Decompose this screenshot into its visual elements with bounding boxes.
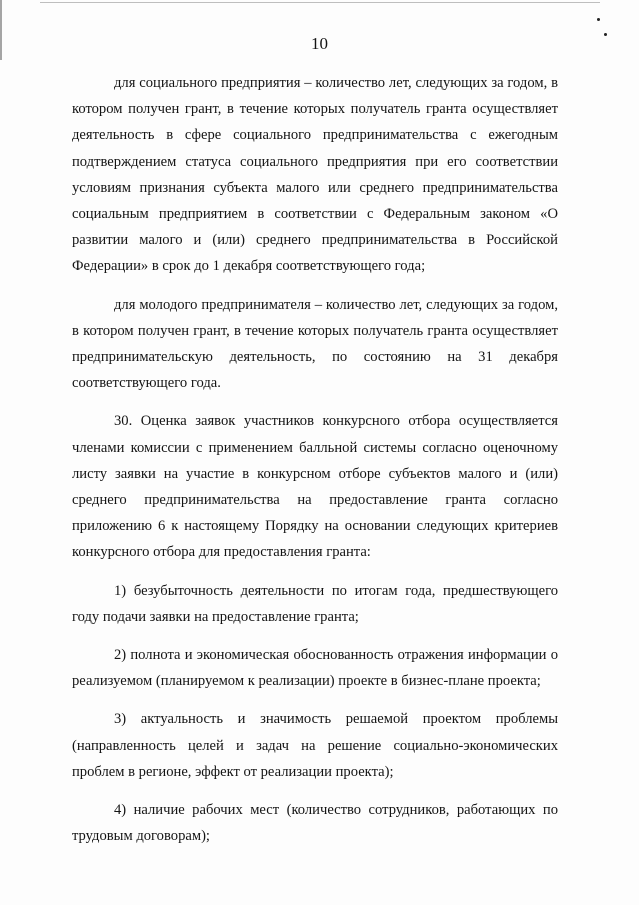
paragraph-young-entrepreneur: для молодого предпринимателя – количество лет, следующих за годом, в котором получен грант, в течение которых получатель гранта осуществляет предпринимательскую деятельность, по состоянию на 31 декабря соответствующего года. [72, 296, 558, 392]
scan-border-line [40, 2, 600, 3]
criterion-4: 4) наличие рабочих мест (количество сотрудников, работающих по трудовым договорам); [72, 802, 558, 845]
criterion-1: 1) безубыточность деятельности по итогам года, предшествующего году подачи заявки на предоставление гранта; [72, 582, 558, 625]
criterion-2: 2) полнота и экономическая обоснованность отражения информации о реализуемом (планируемом к реализации) проекте в бизнес-плане проекта; [72, 647, 558, 690]
paragraph-item-30: 30. Оценка заявок участников конкурсного отбора осуществляется членами комиссии с применением балльной системы согласно оценочному листу заявки на участие в конкурсном отборе субъектов малого и (или) среднего предпринимательства на предоставление гранта согласно приложению 6 к настоящему Порядку на основании следующих критериев конкурсного отбора для предоставления гранта: [72, 413, 558, 561]
document-body [72, 70, 558, 849]
criterion-3: 3) актуальность и значимость решаемой проектом проблемы (направленность целей и задач на решение социально-экономических проблем в регионе, эффект от реализации проекта); [72, 711, 558, 780]
paragraph-social-enterprise: для социального предприятия – количество лет, следующих за годом, в котором получен грант, в течение которых получатель гранта осуществляет деятельность в сфере социального предпринимательства с ежегодным подтверждением статуса социального предприятия при его соответствии условиям признания субъекта малого или среднего предпринимательства социальным предприятием в соответствии с Федеральным законом «О развитии малого и (или) среднего предпринимательства в Российской Федерации» в срок до 1 декабря соответствующего года; [72, 75, 558, 275]
scan-speck [597, 18, 600, 21]
page-number: 10 [311, 34, 328, 53]
